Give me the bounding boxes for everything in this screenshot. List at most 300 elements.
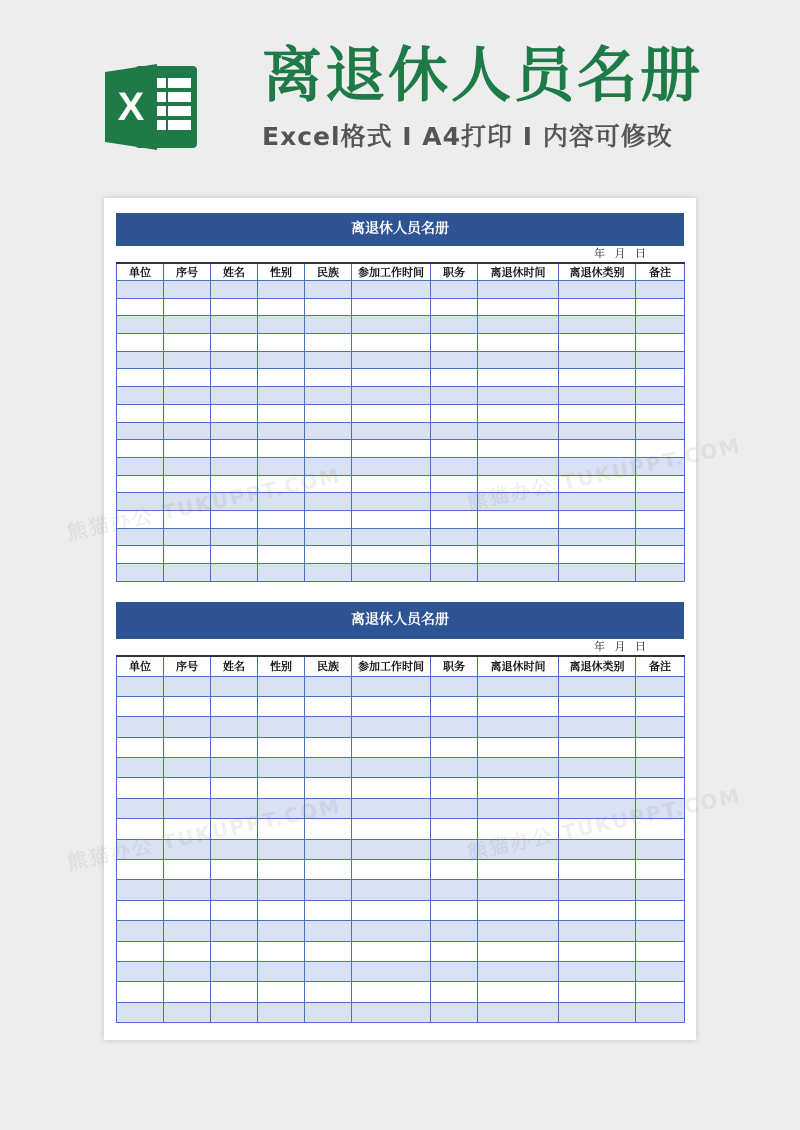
table-cell[interactable] [431,717,478,737]
table-cell[interactable] [559,369,636,387]
table-cell[interactable] [305,696,352,716]
table-cell[interactable] [478,440,559,458]
table-cell[interactable] [117,528,164,546]
table-cell[interactable] [559,676,636,696]
table-cell[interactable] [478,546,559,564]
table-cell[interactable] [117,737,164,757]
table-cell[interactable] [117,316,164,334]
table-cell[interactable] [305,440,352,458]
table-cell[interactable] [164,900,211,920]
table-cell[interactable] [352,281,431,299]
table-cell[interactable] [559,457,636,475]
table-cell[interactable] [559,298,636,316]
table-cell[interactable] [478,982,559,1002]
table-cell[interactable] [211,941,258,961]
table-cell[interactable] [258,921,305,941]
table-cell[interactable] [352,475,431,493]
table-cell[interactable] [211,528,258,546]
table-cell[interactable] [352,696,431,716]
table-cell[interactable] [431,440,478,458]
table-cell[interactable] [636,404,685,422]
table-cell[interactable] [305,281,352,299]
table-cell[interactable] [431,758,478,778]
table-cell[interactable] [305,387,352,405]
table-cell[interactable] [117,961,164,981]
table-cell[interactable] [636,528,685,546]
table-cell[interactable] [164,457,211,475]
table-cell[interactable] [559,546,636,564]
table-cell[interactable] [117,696,164,716]
table-cell[interactable] [305,921,352,941]
table-cell[interactable] [352,369,431,387]
table-cell[interactable] [305,798,352,818]
table-cell[interactable] [352,737,431,757]
table-cell[interactable] [305,493,352,511]
table-cell[interactable] [211,316,258,334]
table-cell[interactable] [164,528,211,546]
table-cell[interactable] [478,493,559,511]
table-cell[interactable] [258,880,305,900]
table-cell[interactable] [431,839,478,859]
table-cell[interactable] [211,564,258,582]
table-cell[interactable] [636,676,685,696]
table-cell[interactable] [211,819,258,839]
table-cell[interactable] [431,457,478,475]
table-cell[interactable] [559,334,636,352]
table-cell[interactable] [211,900,258,920]
table-cell[interactable] [431,387,478,405]
table-cell[interactable] [352,798,431,818]
table-cell[interactable] [636,880,685,900]
table-cell[interactable] [117,457,164,475]
table-cell[interactable] [559,422,636,440]
table-cell[interactable] [352,493,431,511]
table-cell[interactable] [258,564,305,582]
table-cell[interactable] [352,717,431,737]
table-cell[interactable] [431,982,478,1002]
table-cell[interactable] [305,369,352,387]
table-cell[interactable] [211,440,258,458]
table-cell[interactable] [431,1002,478,1022]
table-cell[interactable] [305,860,352,880]
table-cell[interactable] [211,839,258,859]
table-cell[interactable] [559,696,636,716]
table-cell[interactable] [352,778,431,798]
table-cell[interactable] [211,696,258,716]
table-cell[interactable] [258,493,305,511]
table-cell[interactable] [305,404,352,422]
table-cell[interactable] [352,880,431,900]
table-cell[interactable] [478,717,559,737]
table-cell[interactable] [431,564,478,582]
table-cell[interactable] [431,369,478,387]
table-cell[interactable] [478,369,559,387]
table-cell[interactable] [211,982,258,1002]
table-cell[interactable] [478,564,559,582]
table-cell[interactable] [117,334,164,352]
table-cell[interactable] [352,839,431,859]
table-cell[interactable] [164,819,211,839]
table-cell[interactable] [431,351,478,369]
table-cell[interactable] [164,1002,211,1022]
table-cell[interactable] [478,281,559,299]
table-cell[interactable] [352,316,431,334]
table-cell[interactable] [164,404,211,422]
table-cell[interactable] [352,1002,431,1022]
table-cell[interactable] [164,982,211,1002]
table-cell[interactable] [164,778,211,798]
table-cell[interactable] [305,676,352,696]
table-cell[interactable] [164,921,211,941]
table-cell[interactable] [559,564,636,582]
table-cell[interactable] [258,696,305,716]
table-cell[interactable] [636,798,685,818]
table-cell[interactable] [258,1002,305,1022]
table-cell[interactable] [211,510,258,528]
table-cell[interactable] [431,860,478,880]
table-cell[interactable] [636,839,685,859]
table-cell[interactable] [559,839,636,859]
table-cell[interactable] [305,316,352,334]
table-cell[interactable] [258,298,305,316]
table-cell[interactable] [478,475,559,493]
table-cell[interactable] [117,900,164,920]
table-cell[interactable] [117,982,164,1002]
table-cell[interactable] [636,457,685,475]
table-cell[interactable] [258,941,305,961]
table-cell[interactable] [352,298,431,316]
table-cell[interactable] [636,921,685,941]
table-cell[interactable] [258,281,305,299]
table-cell[interactable] [211,717,258,737]
table-cell[interactable] [559,717,636,737]
table-cell[interactable] [117,839,164,859]
table-cell[interactable] [478,298,559,316]
table-cell[interactable] [352,528,431,546]
table-cell[interactable] [258,510,305,528]
table-cell[interactable] [305,528,352,546]
table-cell[interactable] [636,696,685,716]
table-cell[interactable] [431,316,478,334]
table-cell[interactable] [559,758,636,778]
table-cell[interactable] [636,717,685,737]
table-cell[interactable] [258,737,305,757]
table-cell[interactable] [352,440,431,458]
table-cell[interactable] [636,1002,685,1022]
table-cell[interactable] [478,422,559,440]
table-cell[interactable] [559,440,636,458]
table-cell[interactable] [164,564,211,582]
table-cell[interactable] [305,475,352,493]
table-cell[interactable] [305,982,352,1002]
table-cell[interactable] [258,369,305,387]
table-cell[interactable] [478,880,559,900]
table-cell[interactable] [211,961,258,981]
table-cell[interactable] [117,440,164,458]
table-cell[interactable] [211,676,258,696]
table-cell[interactable] [636,961,685,981]
table-cell[interactable] [258,387,305,405]
table-cell[interactable] [559,387,636,405]
table-cell[interactable] [258,860,305,880]
table-cell[interactable] [211,298,258,316]
table-cell[interactable] [478,819,559,839]
table-cell[interactable] [352,758,431,778]
table-cell[interactable] [636,475,685,493]
table-cell[interactable] [258,475,305,493]
table-cell[interactable] [352,819,431,839]
table-cell[interactable] [117,510,164,528]
table-cell[interactable] [258,440,305,458]
table-cell[interactable] [211,860,258,880]
table-cell[interactable] [559,798,636,818]
table-cell[interactable] [258,351,305,369]
table-cell[interactable] [431,798,478,818]
table-cell[interactable] [117,493,164,511]
table-cell[interactable] [164,334,211,352]
table-cell[interactable] [431,676,478,696]
table-cell[interactable] [164,717,211,737]
table-cell[interactable] [117,475,164,493]
table-cell[interactable] [559,1002,636,1022]
table-cell[interactable] [636,546,685,564]
table-cell[interactable] [352,961,431,981]
table-cell[interactable] [305,564,352,582]
table-cell[interactable] [431,696,478,716]
table-cell[interactable] [636,334,685,352]
table-cell[interactable] [636,316,685,334]
table-cell[interactable] [636,298,685,316]
table-cell[interactable] [559,941,636,961]
table-cell[interactable] [431,900,478,920]
table-cell[interactable] [117,941,164,961]
table-cell[interactable] [305,778,352,798]
table-cell[interactable] [478,351,559,369]
table-cell[interactable] [559,982,636,1002]
table-cell[interactable] [164,387,211,405]
table-cell[interactable] [352,387,431,405]
table-cell[interactable] [211,778,258,798]
table-cell[interactable] [164,510,211,528]
table-cell[interactable] [431,546,478,564]
table-cell[interactable] [164,316,211,334]
table-cell[interactable] [478,387,559,405]
table-cell[interactable] [352,860,431,880]
table-cell[interactable] [352,404,431,422]
table-cell[interactable] [258,316,305,334]
table-cell[interactable] [431,941,478,961]
table-cell[interactable] [478,798,559,818]
table-cell[interactable] [305,880,352,900]
table-cell[interactable] [211,798,258,818]
table-cell[interactable] [478,839,559,859]
table-cell[interactable] [258,546,305,564]
table-cell[interactable] [352,351,431,369]
table-cell[interactable] [117,717,164,737]
table-cell[interactable] [559,316,636,334]
table-cell[interactable] [211,387,258,405]
table-cell[interactable] [431,334,478,352]
table-cell[interactable] [211,737,258,757]
table-cell[interactable] [431,737,478,757]
table-cell[interactable] [559,778,636,798]
table-cell[interactable] [211,1002,258,1022]
table-cell[interactable] [478,457,559,475]
table-cell[interactable] [352,676,431,696]
table-cell[interactable] [305,457,352,475]
table-cell[interactable] [305,941,352,961]
table-cell[interactable] [117,860,164,880]
table-cell[interactable] [478,404,559,422]
table-cell[interactable] [636,493,685,511]
table-cell[interactable] [211,351,258,369]
table-cell[interactable] [478,696,559,716]
table-cell[interactable] [352,457,431,475]
table-cell[interactable] [636,440,685,458]
table-cell[interactable] [117,819,164,839]
table-cell[interactable] [478,778,559,798]
table-cell[interactable] [211,457,258,475]
table-cell[interactable] [164,737,211,757]
table-cell[interactable] [258,961,305,981]
table-cell[interactable] [117,778,164,798]
table-cell[interactable] [559,351,636,369]
table-cell[interactable] [431,819,478,839]
table-cell[interactable] [559,819,636,839]
table-cell[interactable] [478,860,559,880]
table-cell[interactable] [478,941,559,961]
table-cell[interactable] [636,982,685,1002]
table-cell[interactable] [164,941,211,961]
table-cell[interactable] [305,839,352,859]
table-cell[interactable] [431,510,478,528]
table-cell[interactable] [164,798,211,818]
table-cell[interactable] [559,404,636,422]
table-cell[interactable] [559,528,636,546]
table-cell[interactable] [431,404,478,422]
table-cell[interactable] [431,961,478,981]
table-cell[interactable] [305,737,352,757]
table-cell[interactable] [117,880,164,900]
table-cell[interactable] [258,717,305,737]
table-cell[interactable] [117,564,164,582]
table-cell[interactable] [258,778,305,798]
table-cell[interactable] [258,528,305,546]
table-cell[interactable] [164,961,211,981]
table-cell[interactable] [636,900,685,920]
table-cell[interactable] [478,316,559,334]
table-cell[interactable] [164,440,211,458]
table-cell[interactable] [164,475,211,493]
table-cell[interactable] [478,528,559,546]
table-cell[interactable] [559,860,636,880]
table-cell[interactable] [559,493,636,511]
table-cell[interactable] [164,281,211,299]
table-cell[interactable] [636,819,685,839]
table-cell[interactable] [431,921,478,941]
table-cell[interactable] [117,758,164,778]
table-cell[interactable] [258,334,305,352]
table-cell[interactable] [211,334,258,352]
table-cell[interactable] [164,839,211,859]
table-cell[interactable] [305,819,352,839]
table-cell[interactable] [211,880,258,900]
table-cell[interactable] [258,758,305,778]
table-cell[interactable] [117,351,164,369]
table-cell[interactable] [431,475,478,493]
table-cell[interactable] [117,369,164,387]
table-cell[interactable] [117,387,164,405]
table-cell[interactable] [636,564,685,582]
table-cell[interactable] [211,404,258,422]
table-cell[interactable] [258,900,305,920]
table-cell[interactable] [117,281,164,299]
table-cell[interactable] [211,369,258,387]
table-cell[interactable] [211,921,258,941]
table-cell[interactable] [305,758,352,778]
table-cell[interactable] [305,900,352,920]
table-cell[interactable] [352,564,431,582]
table-cell[interactable] [636,860,685,880]
table-cell[interactable] [559,961,636,981]
table-cell[interactable] [559,475,636,493]
table-cell[interactable] [305,422,352,440]
table-cell[interactable] [164,351,211,369]
table-cell[interactable] [559,510,636,528]
table-cell[interactable] [305,546,352,564]
table-cell[interactable] [211,281,258,299]
table-cell[interactable] [164,546,211,564]
table-cell[interactable] [478,758,559,778]
table-cell[interactable] [478,900,559,920]
table-cell[interactable] [258,982,305,1002]
table-cell[interactable] [258,422,305,440]
table-cell[interactable] [117,546,164,564]
table-cell[interactable] [352,546,431,564]
table-cell[interactable] [352,921,431,941]
table-cell[interactable] [117,676,164,696]
table-cell[interactable] [636,351,685,369]
table-cell[interactable] [636,758,685,778]
table-cell[interactable] [164,696,211,716]
table-cell[interactable] [559,737,636,757]
table-cell[interactable] [478,676,559,696]
table-cell[interactable] [164,493,211,511]
table-cell[interactable] [305,510,352,528]
table-cell[interactable] [478,1002,559,1022]
table-cell[interactable] [258,457,305,475]
table-cell[interactable] [258,839,305,859]
table-cell[interactable] [636,281,685,299]
table-cell[interactable] [352,982,431,1002]
table-cell[interactable] [478,510,559,528]
table-cell[interactable] [559,921,636,941]
table-cell[interactable] [431,778,478,798]
table-cell[interactable] [352,334,431,352]
table-cell[interactable] [211,422,258,440]
table-cell[interactable] [164,860,211,880]
table-cell[interactable] [211,758,258,778]
table-cell[interactable] [258,798,305,818]
table-cell[interactable] [164,369,211,387]
table-cell[interactable] [352,941,431,961]
table-cell[interactable] [211,493,258,511]
table-cell[interactable] [117,422,164,440]
table-cell[interactable] [258,676,305,696]
table-cell[interactable] [636,510,685,528]
table-cell[interactable] [478,921,559,941]
table-cell[interactable] [636,941,685,961]
